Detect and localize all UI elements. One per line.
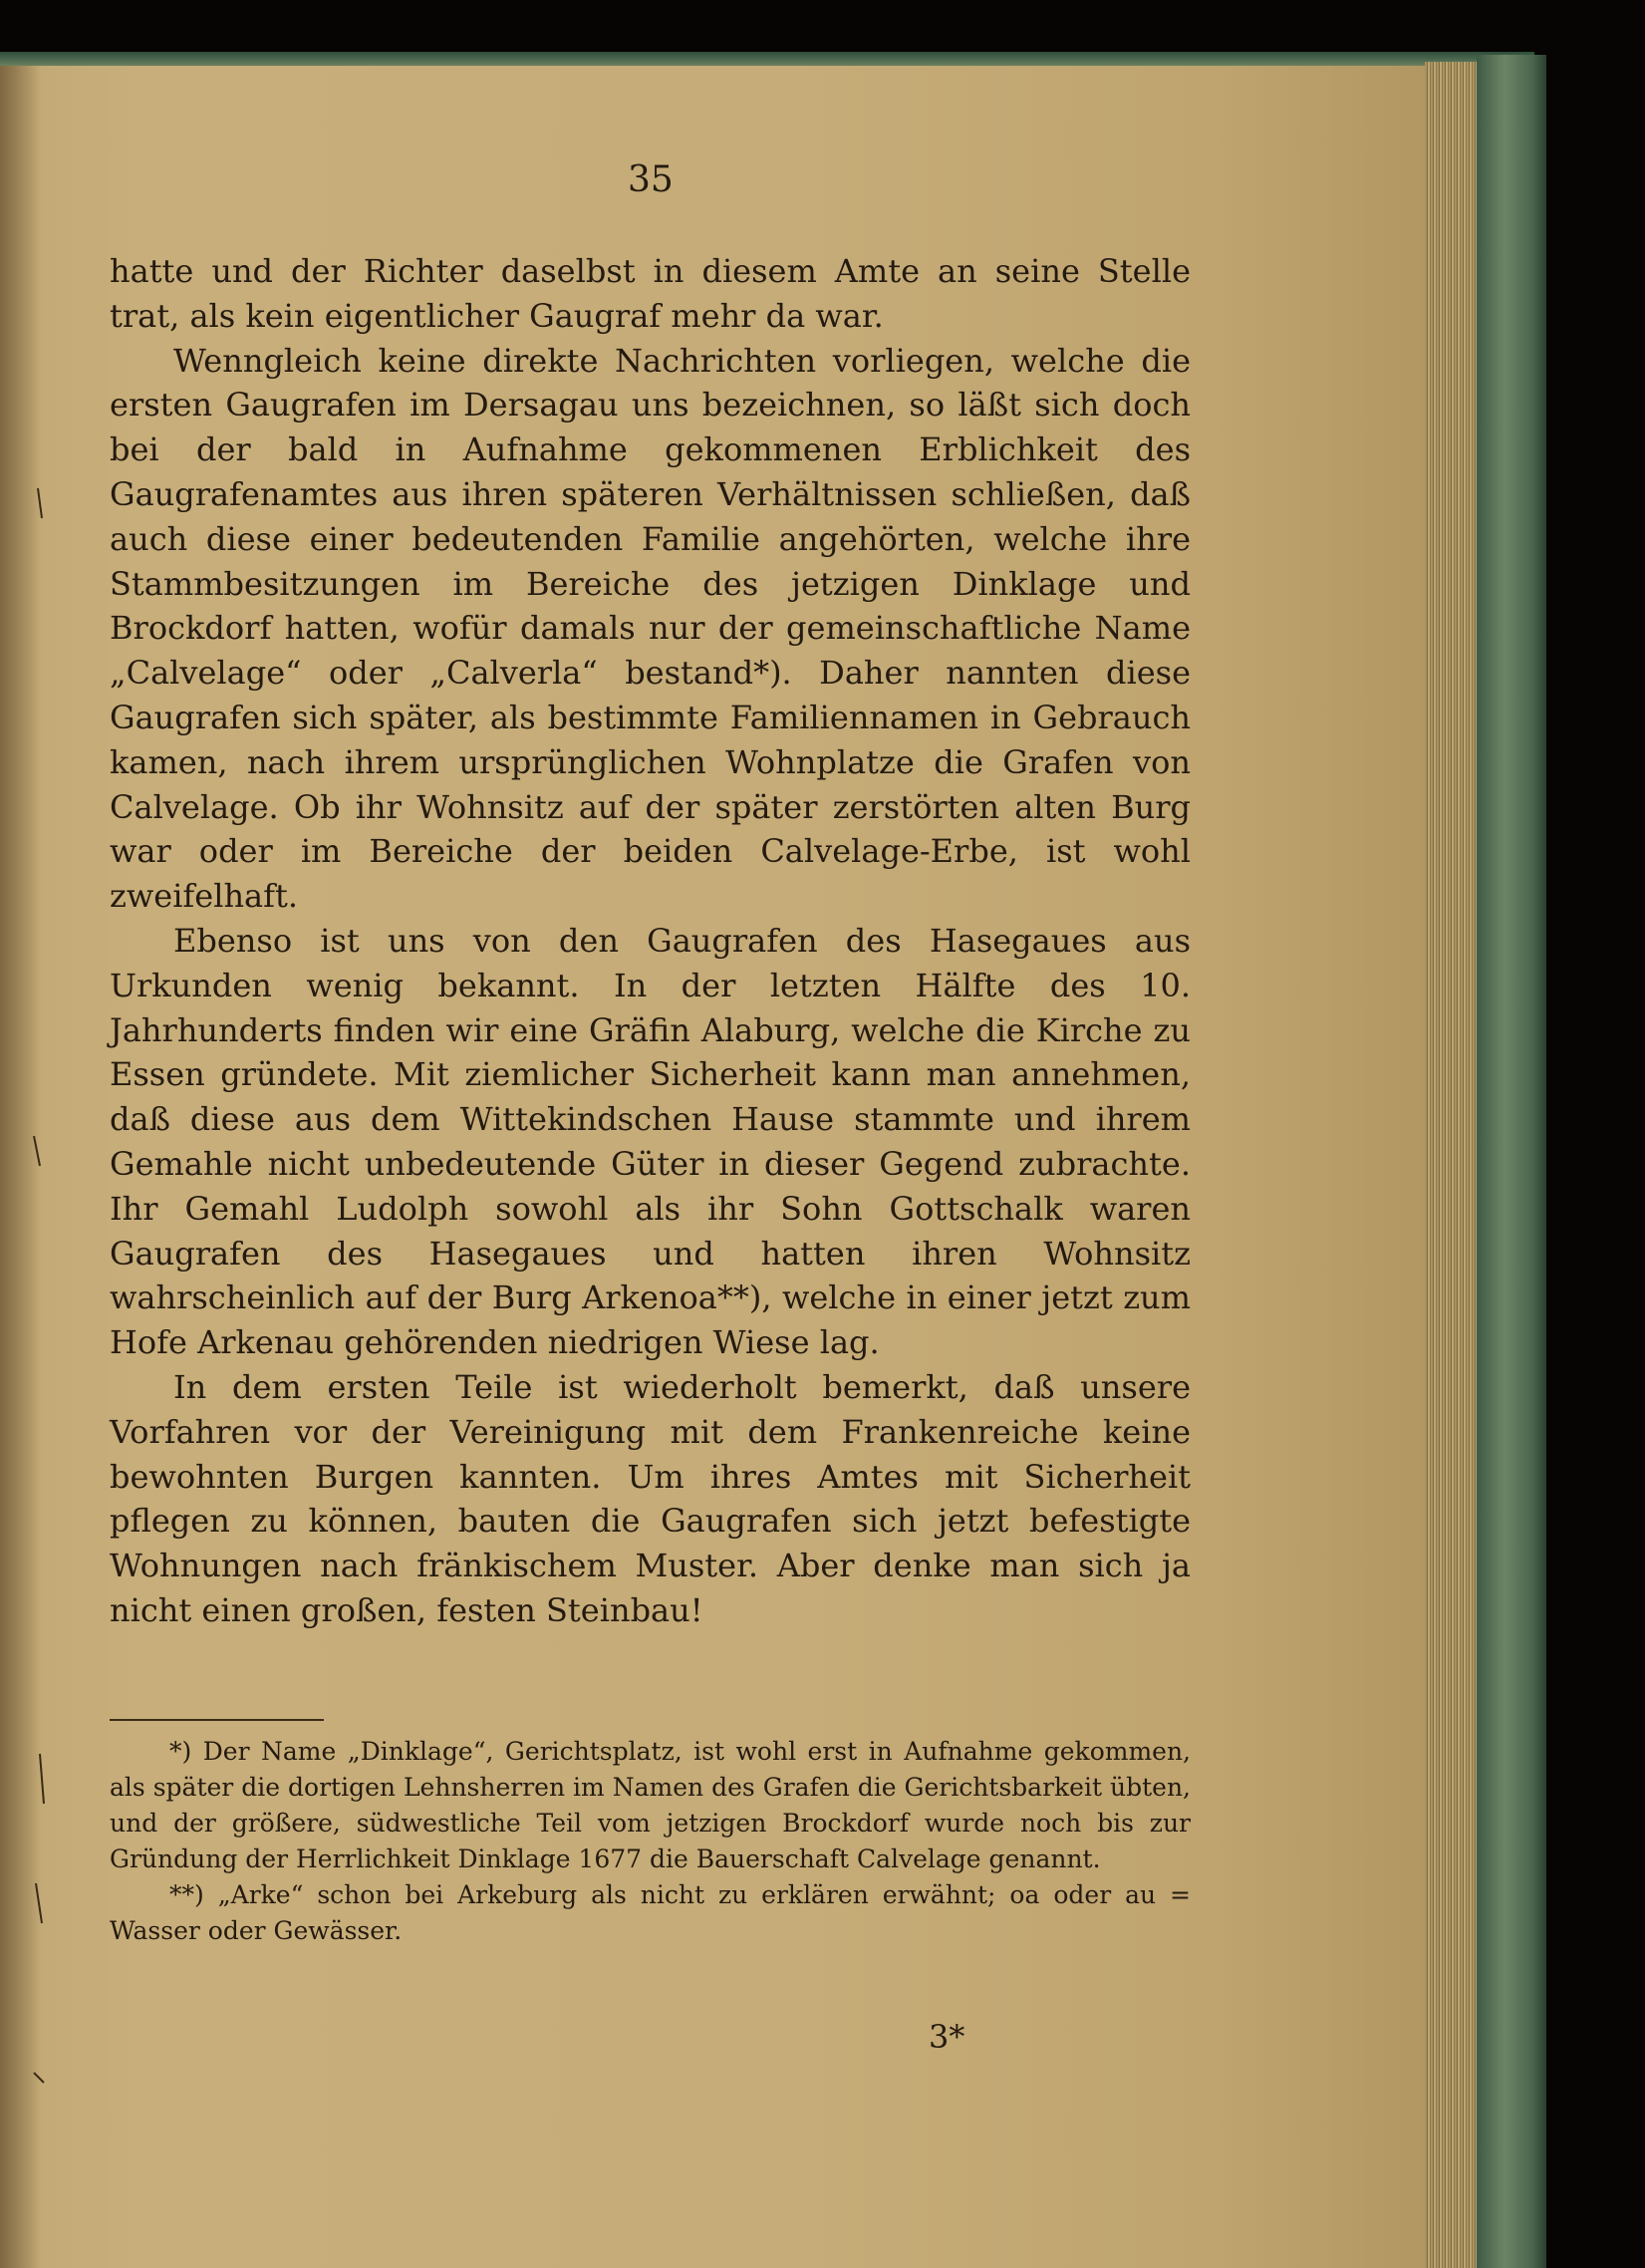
green-book-cover [1477, 55, 1546, 2268]
body-text [110, 249, 1191, 1633]
stacked-page-edges [1425, 62, 1477, 2268]
paragraph: Ebenso ist uns von den Gaugrafen des Hasegaues aus Urkunden wenig bekannt. In der letzten Hälfte des 10. Jahrhunderts finden wir eine Gräfin Alaburg, welche die Kirche zu Essen gründete. Mit ziemlicher Sicherheit kann man annehmen, daß diese aus dem Wittekindschen Hause stammte und ihrem Gemahle nicht unbedeutende Güter in dieser Gegend zubrachte. Ihr Gemahl Ludolph sowohl als ihr Sohn Gottschalk waren Gaugrafen des Hasegaues und hatten ihren Wohnsitz wahrscheinlich auf der Burg Arkenoa**), welche in einer jetzt zum Hofe Arkenau gehörenden niedrigen Wiese lag. [110, 921, 1191, 1362]
footnotes [110, 1734, 1191, 1949]
paragraph: In dem ersten Teile ist wiederholt bemerkt, daß unsere Vorfahren vor der Vereinigung mit dem Frankenreiche keine bewohnten Burgen kannten. Um ihres Amtes mit Sicherheit pflegen zu können, bauten die Gaugrafen sich jetzt befestigte Wohnungen nach fränkischem Muster. Aber denke man sich ja nicht einen großen, festen Steinbau! [110, 1367, 1191, 1629]
signature-mark: 3* [929, 2018, 965, 2056]
gutter-marks [20, 100, 60, 2192]
paragraph: hatte und der Richter daselbst in diesem Amte an seine Stelle trat, als kein eigentlicher Gaugraf mehr da war. [110, 252, 1191, 335]
top-binding-edge [0, 52, 1534, 66]
footnote-separator [110, 1719, 324, 1721]
page-number: 35 [628, 159, 674, 200]
footnote: *) Der Name „Dinklage“, Gerichtsplatz, ist wohl erst in Aufnahme gekommen, als später die dortigen Lehnsherren im Namen des Grafen die Gerichtsbarkeit übten, und der größere, südwestliche Teil vom jetzigen Brockdorf wurde noch bis zur Gründung der Herrlichkeit Dinklage 1677 die Bauerschaft Calvelage genannt. [110, 1737, 1191, 1873]
page-text-block [110, 130, 1191, 2123]
footnote: **) „Arke“ schon bei Arkeburg als nicht zu erklären erwähnt; oa oder au = Wasser oder Gewässer. [110, 1880, 1191, 1945]
paragraph: Wenngleich keine direkte Nachrichten vorliegen, welche die ersten Gaugrafen im Dersagau uns bezeichnen, so läßt sich doch bei der bald in Aufnahme gekommenen Erblichkeit des Gaugrafenamtes aus ihren späteren Verhältnissen schließen, daß auch diese einer bedeutenden Familie angehörten, welche ihre Stammbesitzungen im Bereiche des jetzigen Dinklage und Brockdorf hatten, wofür damals nur der gemeinschaftliche Name „Calvelage“ oder „Calverla“ bestand*). Daher nannten diese Gaugrafen sich später, als bestimmte Familiennamen in Gebrauch kamen, nach ihrem ursprünglichen Wohnplatze die Grafen von Calvelage. Ob ihr Wohnsitz auf der später zerstörten alten Burg war oder im Bereiche der beiden Calvelage-Erbe, ist wohl zweifelhaft. [110, 341, 1191, 916]
